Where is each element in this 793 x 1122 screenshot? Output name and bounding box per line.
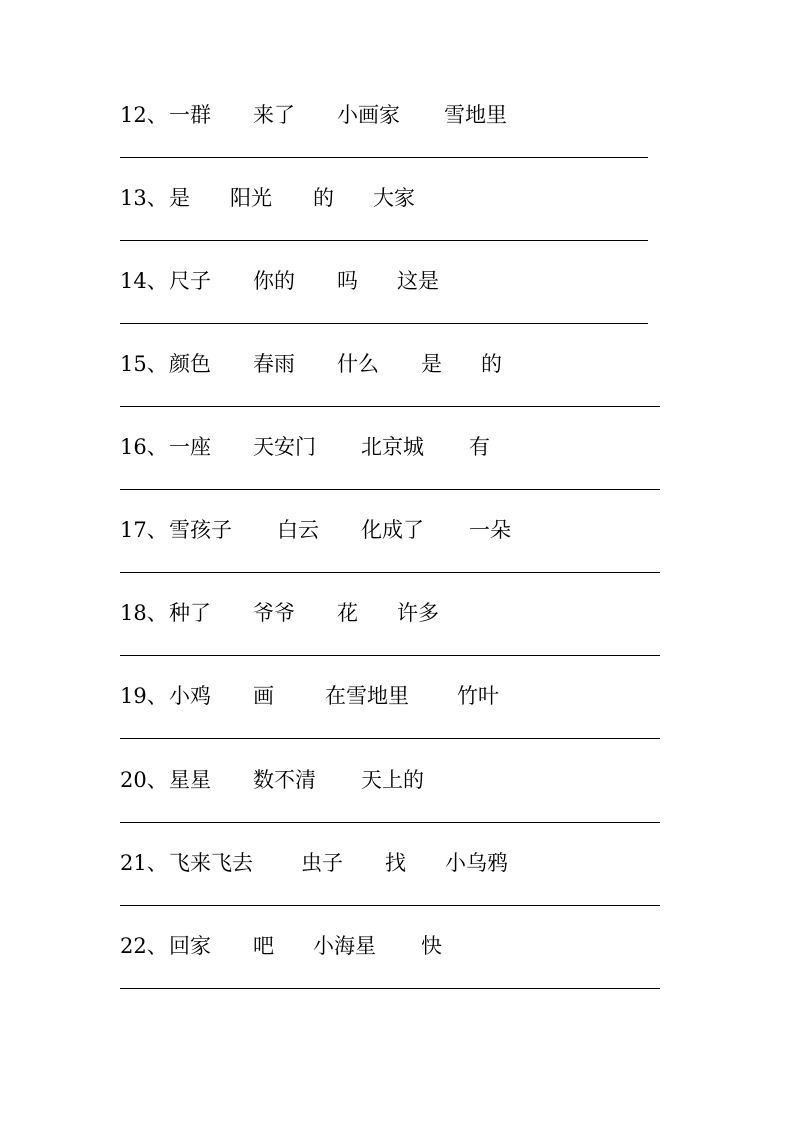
word-tile: 小乌鸦 [445, 851, 508, 875]
question-number: 16、 [120, 435, 168, 459]
answer-line[interactable] [120, 655, 660, 656]
word-tile: 画 [253, 684, 274, 708]
word-tile: 的 [313, 186, 334, 210]
word-tile: 有 [469, 435, 490, 459]
question-number: 13、 [120, 186, 168, 210]
word-tile: 在雪地里 [325, 684, 409, 708]
word-tile: 天上的 [361, 768, 424, 792]
answer-line[interactable] [120, 489, 660, 490]
question-number: 21、 [120, 851, 168, 875]
word-tile: 什么 [337, 352, 379, 376]
word-tile: 种了 [169, 601, 211, 625]
answer-line[interactable] [120, 323, 648, 324]
word-tile: 飞来飞去 [169, 851, 253, 875]
question-number: 19、 [120, 684, 168, 708]
word-tile: 来了 [253, 103, 295, 127]
question-number: 12、 [120, 103, 168, 127]
answer-line[interactable] [120, 905, 660, 906]
word-tile: 吧 [253, 934, 274, 958]
word-tile: 是 [169, 186, 190, 210]
word-tile: 的 [481, 352, 502, 376]
answer-line[interactable] [120, 406, 660, 407]
word-tile: 阳光 [230, 186, 272, 210]
answer-line[interactable] [120, 572, 660, 573]
word-tile: 数不清 [253, 768, 316, 792]
answer-line[interactable] [120, 738, 660, 739]
word-tile: 化成了 [361, 518, 424, 542]
word-tile: 回家 [169, 934, 211, 958]
question-number: 15、 [120, 352, 168, 376]
question-number: 17、 [120, 518, 168, 542]
answer-line[interactable] [120, 988, 660, 989]
word-tile: 尺子 [169, 269, 211, 293]
question-number: 22、 [120, 934, 168, 958]
word-tile: 吗 [337, 269, 358, 293]
question-number: 18、 [120, 601, 168, 625]
word-tile: 天安门 [253, 435, 316, 459]
word-tile: 星星 [169, 768, 211, 792]
question-number: 14、 [120, 269, 168, 293]
word-tile: 这是 [397, 269, 439, 293]
word-tile: 找 [385, 851, 406, 875]
word-tile: 雪地里 [444, 103, 507, 127]
answer-line[interactable] [120, 240, 648, 241]
word-tile: 一朵 [469, 518, 511, 542]
word-tile: 小画家 [337, 103, 400, 127]
word-tile: 爷爷 [253, 601, 295, 625]
word-tile: 北京城 [361, 435, 424, 459]
word-tile: 花 [337, 601, 358, 625]
word-tile: 小海星 [313, 934, 376, 958]
answer-line[interactable] [120, 157, 648, 158]
answer-line[interactable] [120, 822, 660, 823]
question-number: 20、 [120, 768, 168, 792]
word-tile: 小鸡 [169, 684, 211, 708]
word-tile: 白云 [277, 518, 319, 542]
word-tile: 一座 [169, 435, 211, 459]
word-tile: 颜色 [169, 352, 211, 376]
word-tile: 快 [421, 934, 442, 958]
word-tile: 是 [421, 352, 442, 376]
word-tile: 春雨 [253, 352, 295, 376]
word-tile: 大家 [373, 186, 415, 210]
word-tile: 许多 [397, 601, 439, 625]
word-tile: 一群 [169, 103, 211, 127]
word-tile: 雪孩子 [169, 518, 232, 542]
word-tile: 竹叶 [457, 684, 499, 708]
word-tile: 虫子 [301, 851, 343, 875]
word-tile: 你的 [253, 269, 295, 293]
